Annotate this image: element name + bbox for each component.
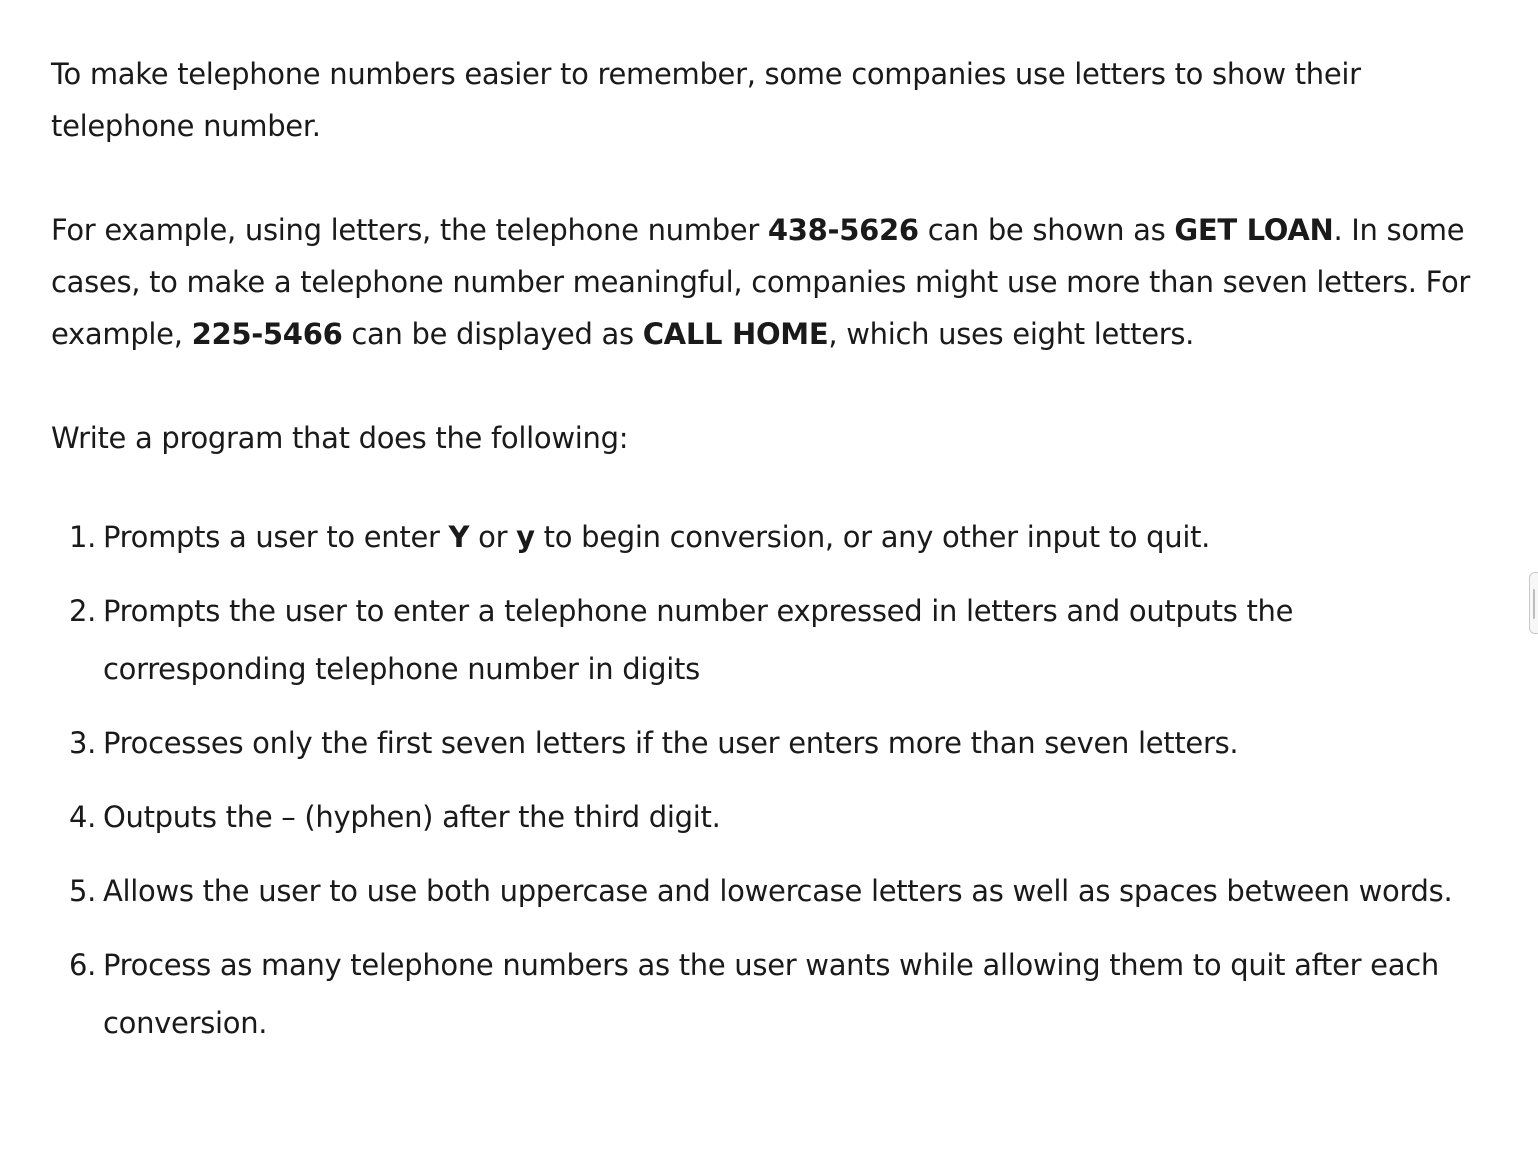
requirements-list <box>51 508 1491 1052</box>
example-text-2: can be shown as <box>918 213 1175 247</box>
list-item-text: Outputs the – (hyphen) after the third digit. <box>103 800 721 834</box>
list-item-text: to begin conversion, or any other input to quit. <box>534 520 1211 554</box>
example-text-4: can be displayed as <box>342 317 643 351</box>
list-item <box>51 788 1491 846</box>
example-word-1: GET LOAN <box>1174 213 1334 247</box>
example-text-3: . In some cases, to make a telephone number meaningful, companies might use more than seven letters. For example, <box>51 213 1471 351</box>
grip-icon <box>1533 589 1535 619</box>
list-item-bold: y <box>516 520 535 554</box>
list-item-number: 3. <box>69 726 97 760</box>
list-item-text: Prompts the user to enter a telephone number expressed in letters and outputs the corresponding telephone number in digits <box>103 594 1294 686</box>
list-item-text: Allows the user to use both uppercase and lowercase letters as well as spaces between words. <box>103 874 1453 908</box>
list-item <box>51 508 1491 566</box>
list-item-number: 6. <box>69 948 97 982</box>
list-item-text: Processes only the first seven letters if the user enters more than seven letters. <box>103 726 1239 760</box>
list-item <box>51 936 1491 1052</box>
example-word-2: CALL HOME <box>642 317 829 351</box>
list-item-number: 5. <box>69 874 97 908</box>
list-item <box>51 714 1491 772</box>
list-item-number: 4. <box>69 800 97 834</box>
list-item-text: Prompts a user to enter <box>103 520 449 554</box>
list-item <box>51 862 1491 920</box>
example-text-1: For example, using letters, the telephone number <box>51 213 768 247</box>
intro-paragraph: To make telephone numbers easier to remember, some companies use letters to show their telephone number. <box>51 57 1361 143</box>
example-number-2: 225-5466 <box>191 317 343 351</box>
list-item-bold: Y <box>448 520 470 554</box>
list-item-number: 1. <box>69 520 97 554</box>
problem-statement <box>51 48 1491 1076</box>
list-item-text: or <box>469 520 517 554</box>
resize-handle[interactable] <box>1529 572 1538 634</box>
list-item <box>51 582 1491 698</box>
list-item-text: Process as many telephone numbers as the user wants while allowing them to quit after each conversion. <box>103 948 1439 1040</box>
list-item-number: 2. <box>69 594 97 628</box>
example-paragraph <box>51 204 1491 360</box>
example-text-5: , which uses eight letters. <box>828 317 1195 351</box>
example-number-1: 438-5626 <box>767 213 919 247</box>
task-paragraph: Write a program that does the following: <box>51 421 629 455</box>
